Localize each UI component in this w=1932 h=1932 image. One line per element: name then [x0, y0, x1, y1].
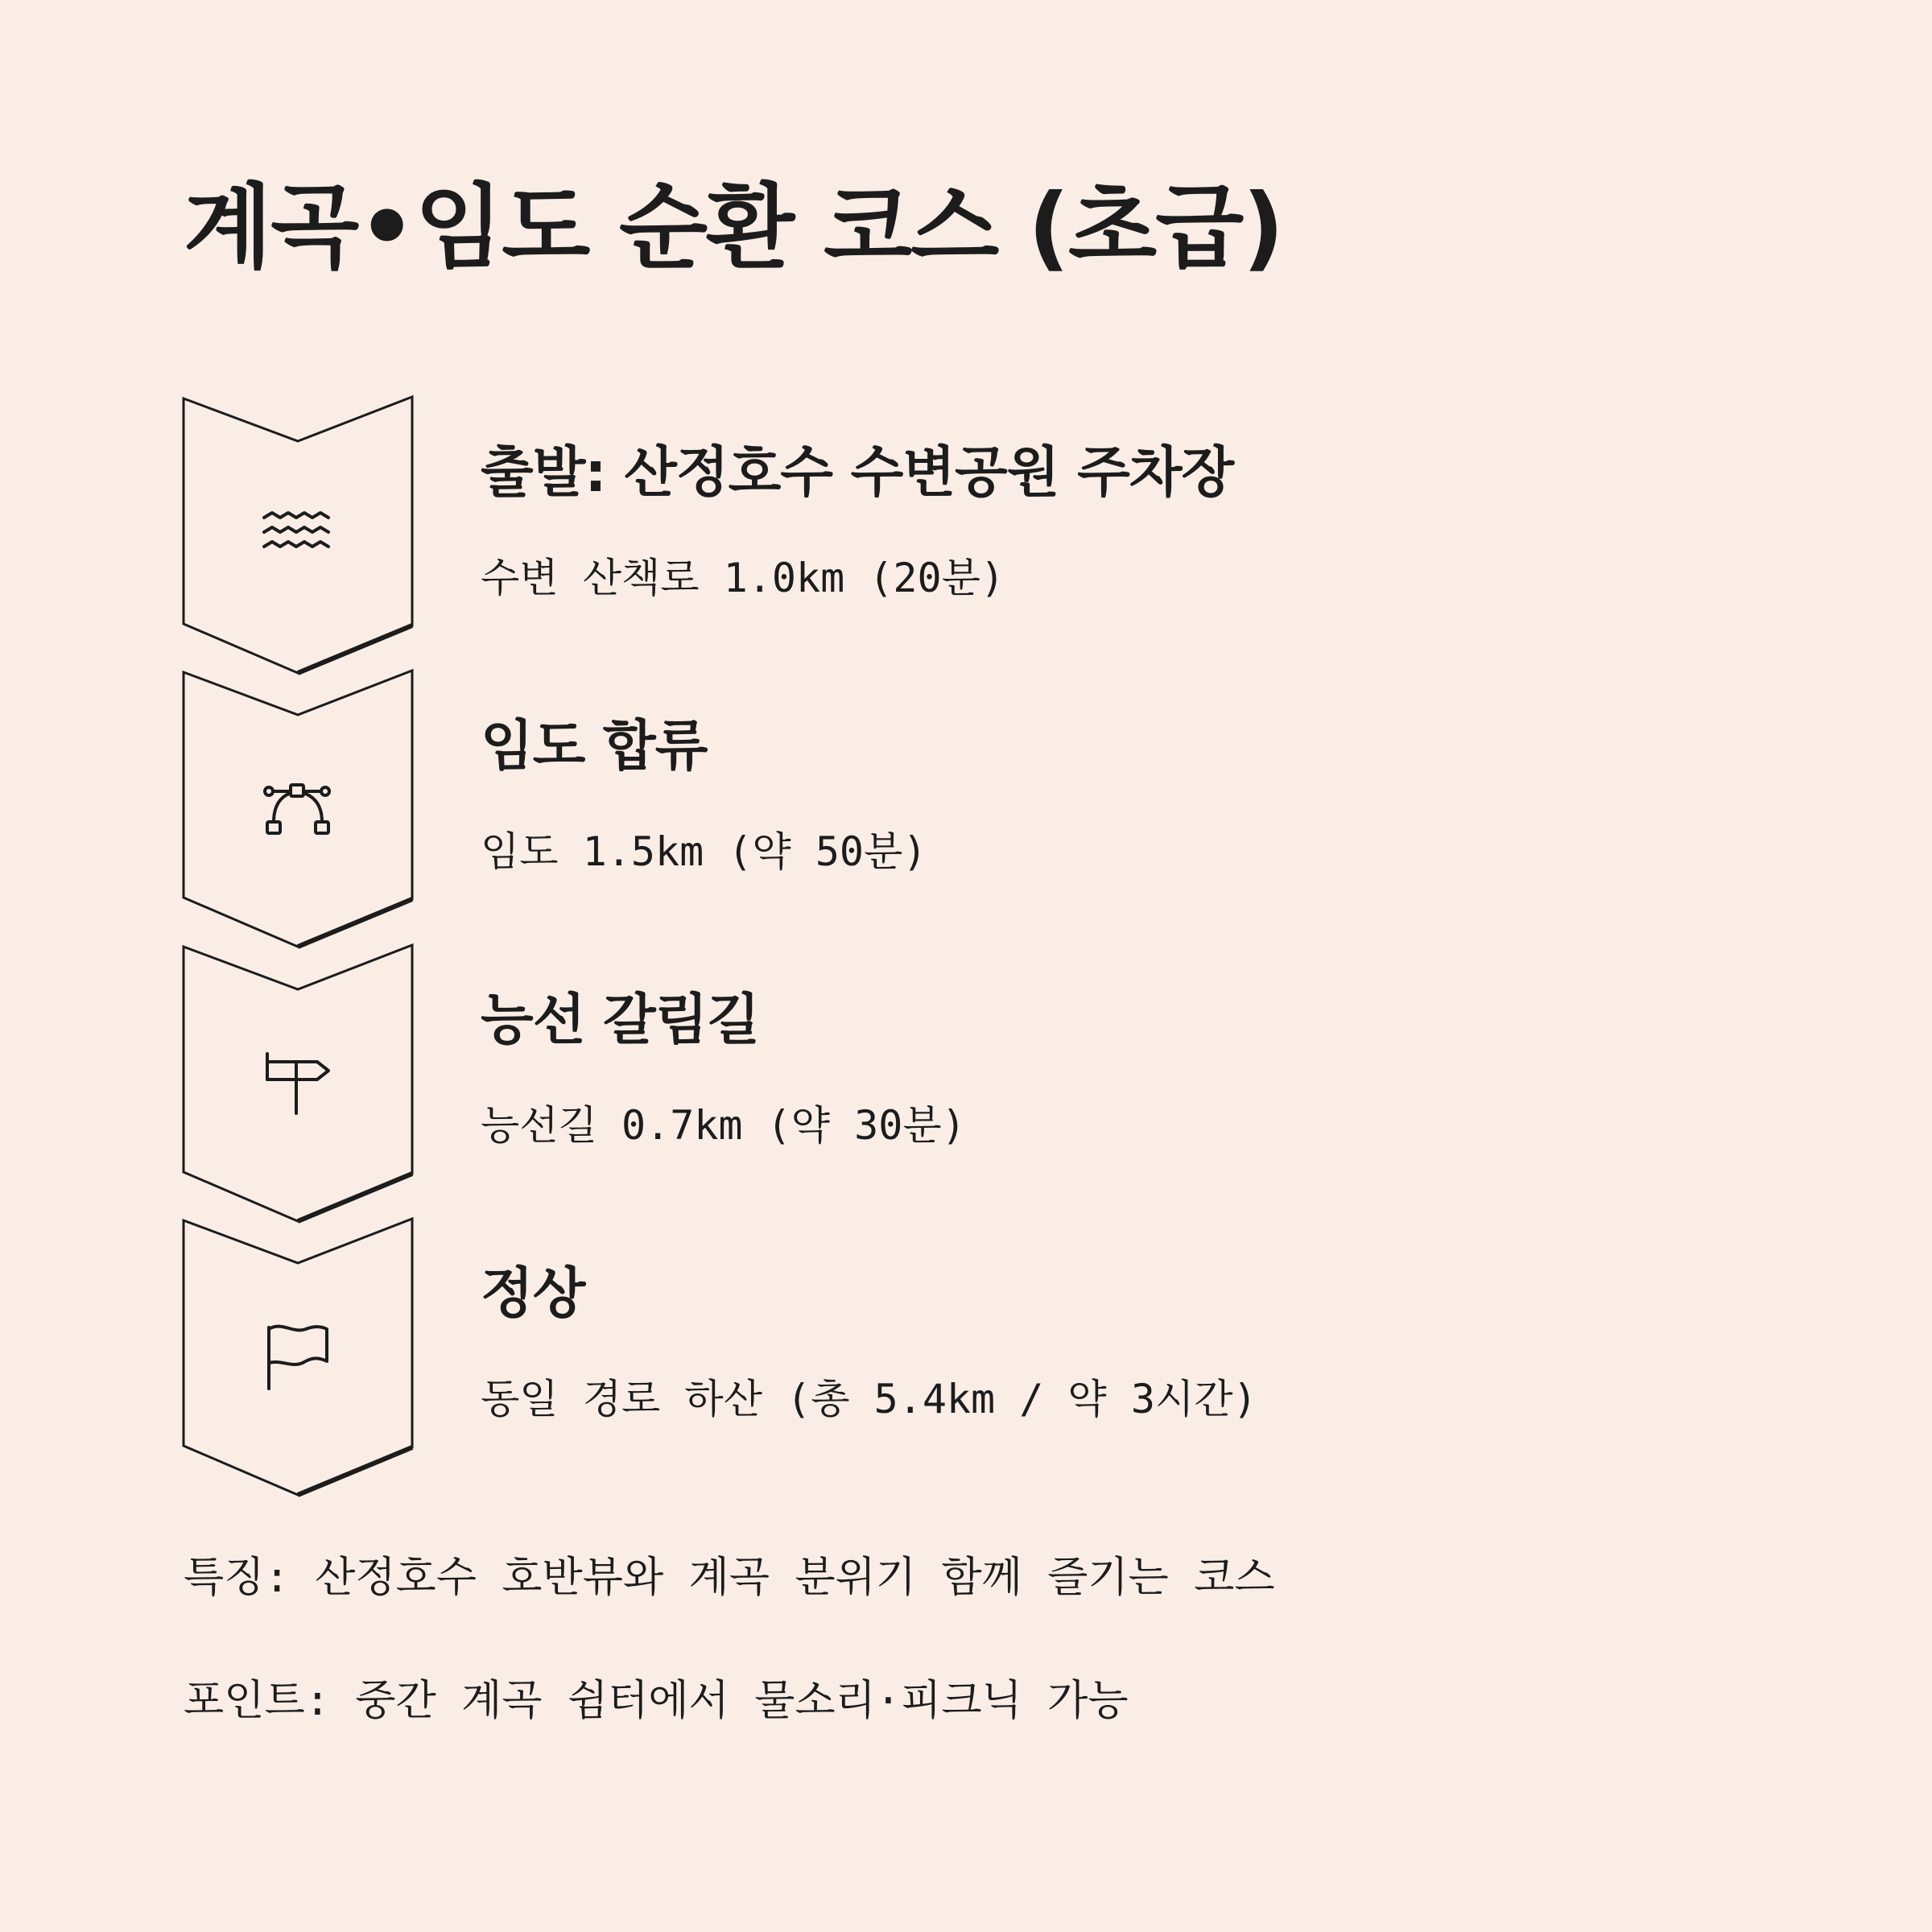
water-waves-icon — [259, 493, 336, 571]
step-description: 임도 1.5km (약 50분) — [481, 828, 927, 875]
step-title: 출발: 산정호수 수변공원 주차장 — [481, 441, 1234, 505]
step-description: 능선길 0.7km (약 30분) — [481, 1102, 966, 1149]
bezier-path-icon — [259, 769, 336, 846]
signpost-icon — [259, 1044, 336, 1121]
step-description: 수변 산책로 1.0km (20분) — [481, 555, 1005, 601]
step-title: 능선 갈림길 — [481, 989, 760, 1052]
step-title: 임도 합류 — [481, 715, 708, 778]
page-title: 계곡•임도 순환 코스 (초급) — [184, 174, 1283, 281]
point-note: 포인트: 중간 계곡 쉼터에서 물소리·피크닉 가능 — [184, 1677, 1129, 1725]
flag-icon — [259, 1318, 336, 1395]
step-title: 정상 — [481, 1262, 585, 1326]
step-description: 동일 경로 하산 (총 5.4km / 약 3시간) — [481, 1376, 1257, 1422]
feature-note: 특징: 산정호수 호반뷰와 계곡 분위기 함께 즐기는 코스 — [184, 1554, 1275, 1602]
